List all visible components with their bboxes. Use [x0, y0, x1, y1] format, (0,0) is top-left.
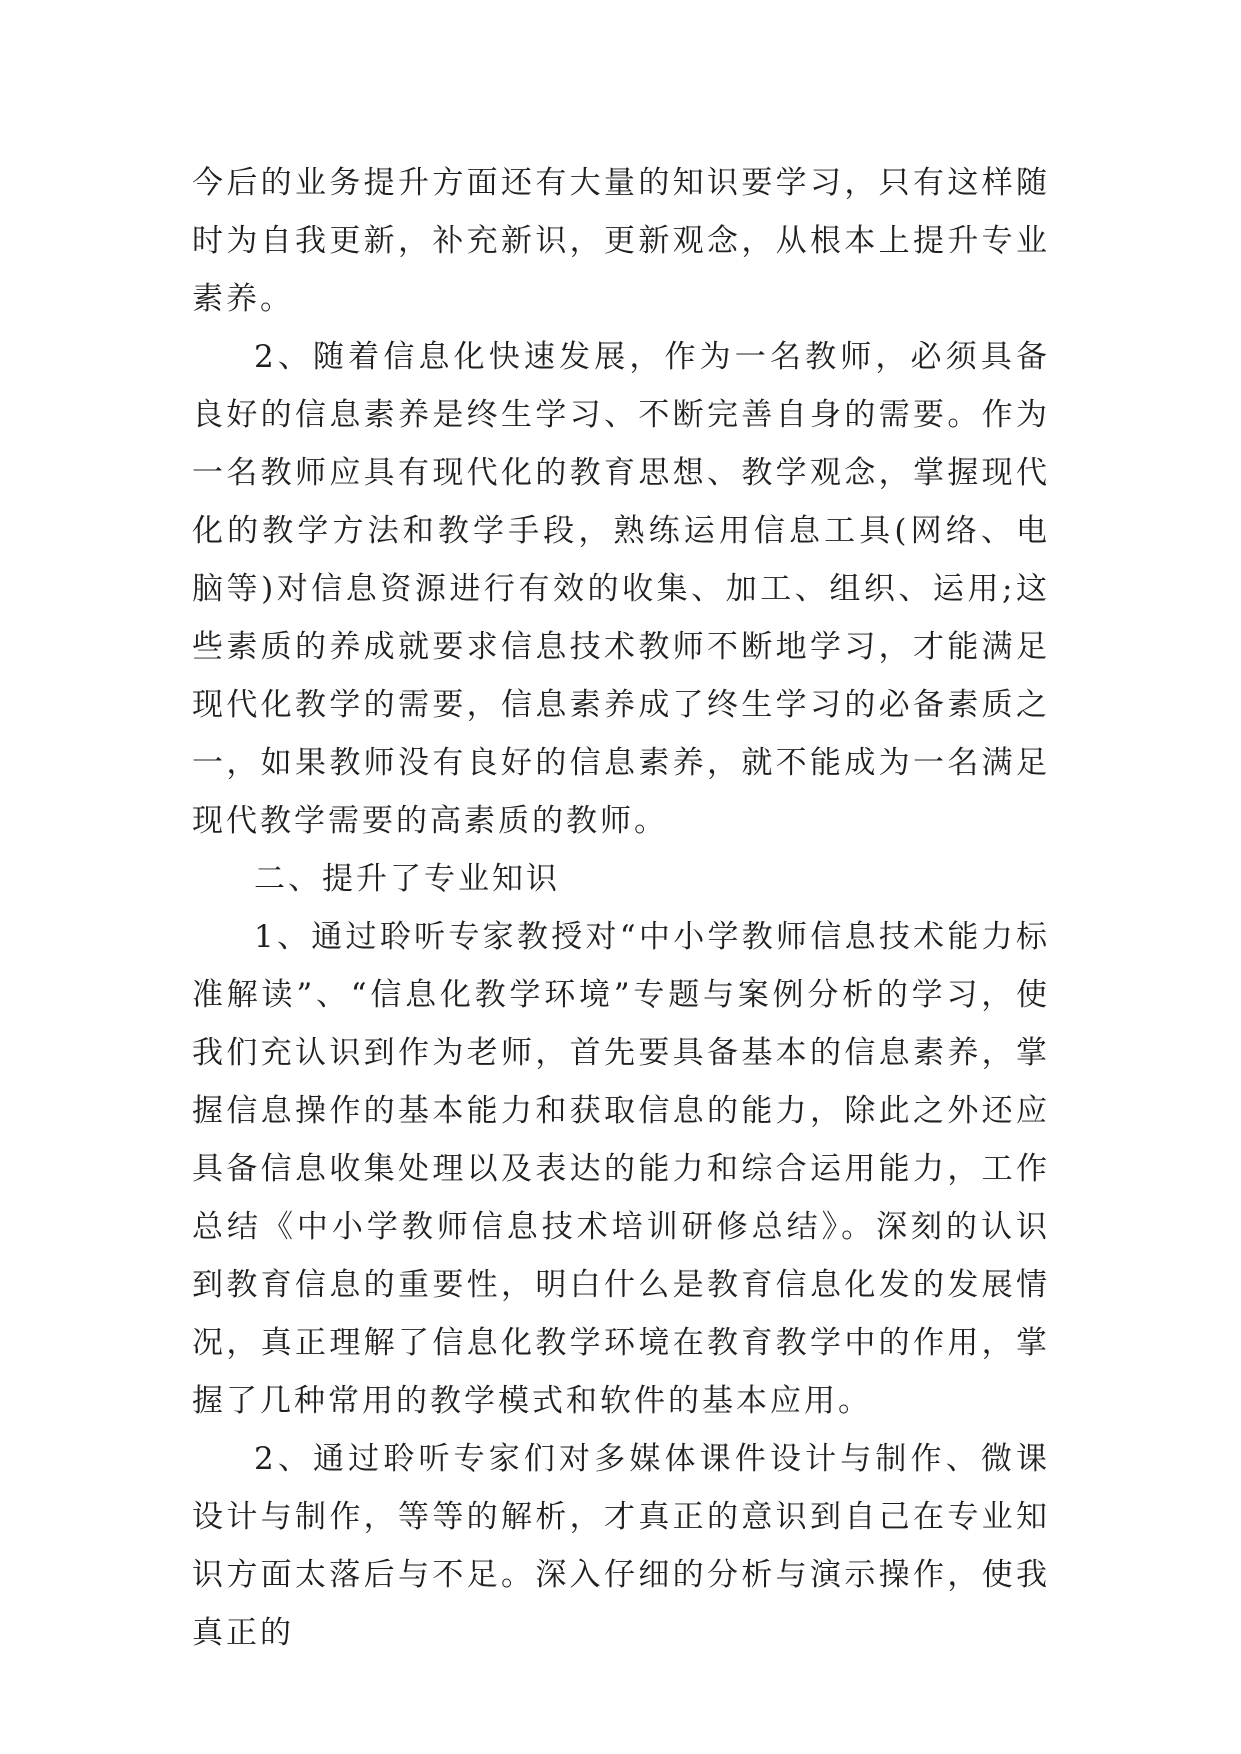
paragraph-information-literacy: 2、随着信息化快速发展，作为一名教师，必须具备良好的信息素养是终生学习、不断完善自身的需要。作为一名教师应具有现代化的教育思想、教学观念，掌握现代化的教学方法和教学手段，熟练运用信息工具(网络、电脑等)对信息资源进行有效的收集、加工、组织、运用;这些素质的养成就要求信息技术教师不断地学习，才能满足现代化教学的需要，信息素养成了终生学习的必备素质之一，如果教师没有良好的信息素养，就不能成为一名满足现代教学需要的高素质的教师。 — [192, 339, 1050, 839]
paragraph-expert-lectures: 1、通过聆听专家教授对“中小学教师信息技术能力标准解读”、“信息化教学环境”专题与案例分析的学习，使我们充认识到作为老师，首先要具备基本的信息素养，掌握信息操作的基本能力和获取信息的能力，除此之外还应具备信息收集处理以及表达的能力和综合运用能力，工作总结《中小学教师信息技术培训研修总结》。深刻的认识到教育信息的重要性，明白什么是教育信息化发的发展情况，真正理解了信息化教学环境在教育教学中的作用，掌握了几种常用的教学模式和软件的基本应用。 — [192, 919, 1050, 1419]
section-heading-professional-knowledge: 二、提升了专业知识 — [254, 861, 560, 897]
paragraph-continuation: 今后的业务提升方面还有大量的知识要学习，只有这样随时为自我更新，补充新识，更新观念，从根本上提升专业素养。 — [192, 165, 1050, 317]
paragraph-multimedia-courseware: 2、通过聆听专家们对多媒体课件设计与制作、微课设计与制作，等等的解析，才真正的意识到自己在专业知识方面太落后与不足。深入仔细的分析与演示操作，使我真正的 — [192, 1441, 1050, 1651]
document-page — [192, 154, 1050, 1662]
